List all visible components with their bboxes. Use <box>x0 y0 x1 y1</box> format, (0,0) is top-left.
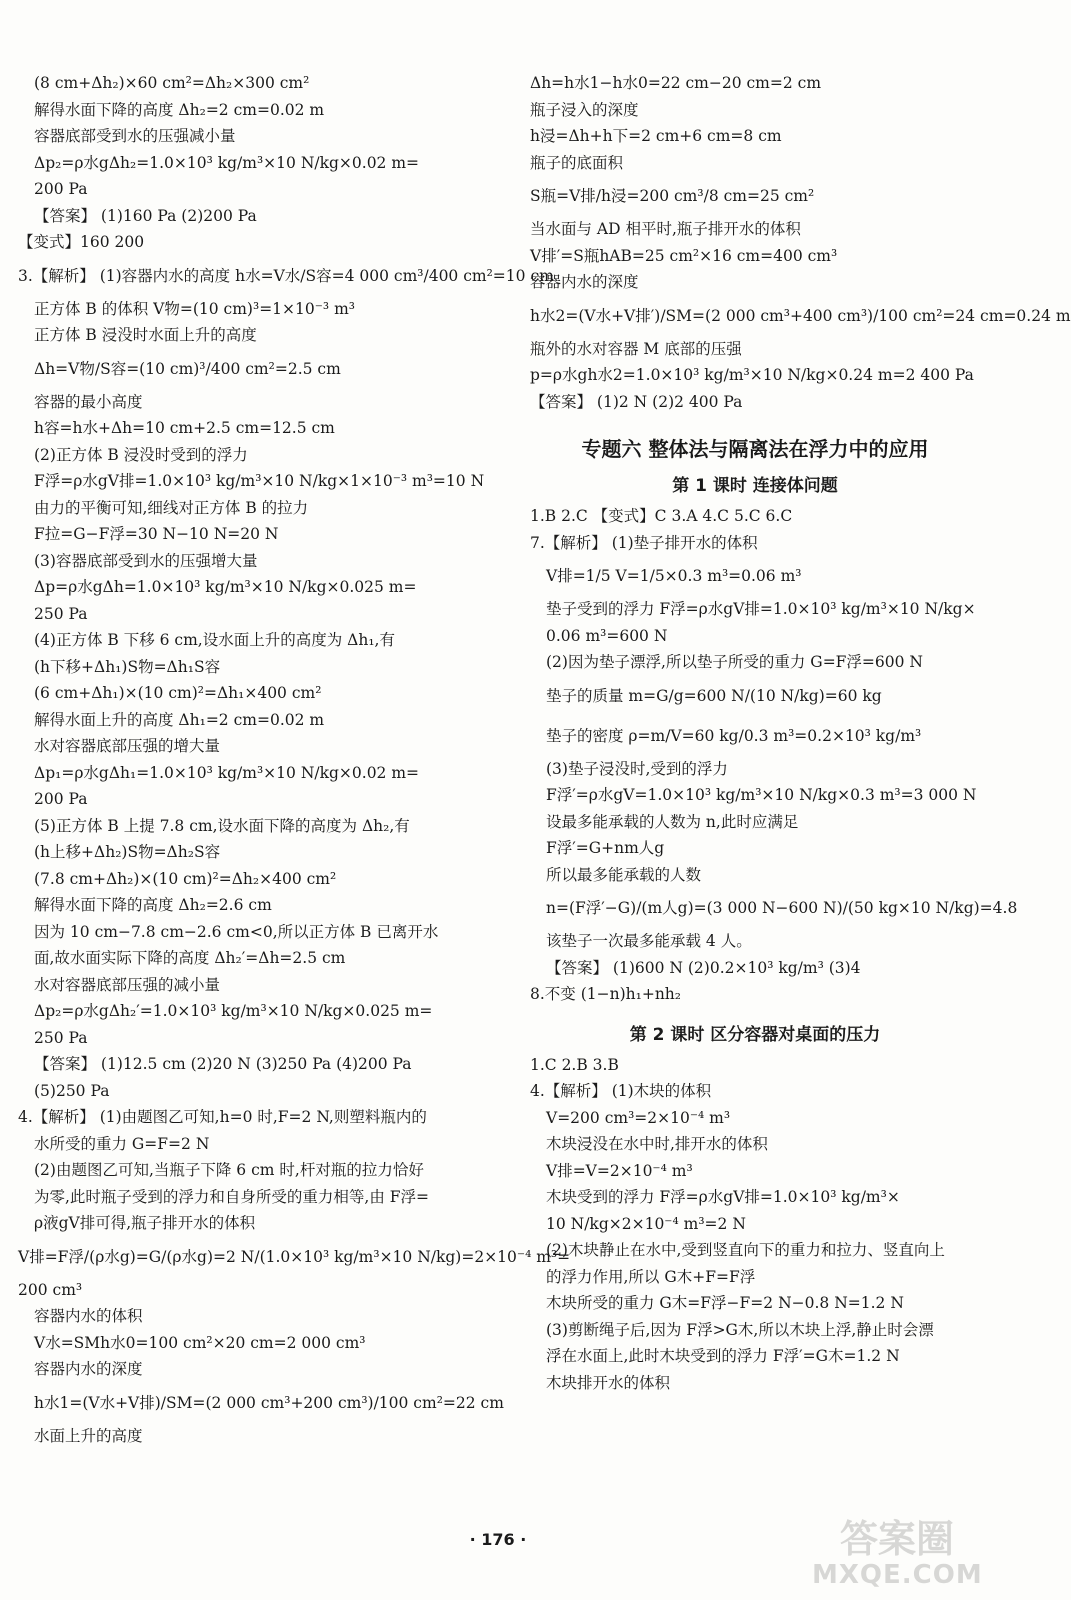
text-line: F拉=G−F浮=30 N−10 N=20 N <box>34 525 279 543</box>
text-line: 1.C 2.B 3.B <box>530 1055 619 1074</box>
text-line: 木块受到的浮力 F浮=ρ水gV排=1.0×10³ kg/m³× <box>546 1188 900 1206</box>
page-number: · 176 · <box>469 1530 527 1549</box>
text-line: 面,故水面实际下降的高度 Δh₂′=Δh=2.5 cm <box>34 949 346 967</box>
text-line: 水对容器底部压强的增大量 <box>34 737 221 755</box>
text-line: 水对容器底部压强的减小量 <box>34 975 221 994</box>
text-line: Δp=ρ水gΔh=1.0×10³ kg/m³×10 N/kg×0.025 m= <box>34 578 417 596</box>
text-line: V排=V=2×10⁻⁴ m³ <box>546 1161 693 1180</box>
text-line: (h下移+Δh₁)S物=Δh₁S容 <box>34 657 221 676</box>
text-line: 水所受的重力 G=F=2 N <box>34 1134 210 1153</box>
text-line: F浮=ρ水gV排=1.0×10³ kg/m³×10 N/kg×1×10⁻³ m³=10 N <box>34 472 485 490</box>
text-line: (7.8 cm+Δh₂)×(10 cm)²=Δh₂×400 cm² <box>34 869 337 888</box>
text-line: F浮′=G+nm人g <box>546 839 665 857</box>
text-line: (h上移+Δh₂)S物=Δh₂S容 <box>34 843 221 861</box>
text-line: (5)正方体 B 上提 7.8 cm,设水面下降的高度为 Δh₂,有 <box>34 816 410 835</box>
text-line: V=200 cm³=2×10⁻⁴ m³ <box>546 1108 731 1127</box>
text-line: 当水面与 AD 相平时,瓶子排开水的体积 <box>530 220 801 238</box>
right-column <box>530 70 1071 1396</box>
text-line: S瓶=V排/h浸=200 cm³/8 cm=25 cm² <box>530 187 815 205</box>
text-line: 所以最多能承载的人数 <box>546 865 702 884</box>
text-line: (2)木块静止在水中,受到竖直向下的重力和拉力、竖直向上 <box>546 1241 945 1259</box>
text-line: 浮在水面上,此时木块受到的浮力 F浮′=G木=1.2 N <box>546 1347 900 1365</box>
text-line: 容器内水的体积 <box>34 1307 143 1325</box>
lesson-1-answers <box>530 503 1018 1008</box>
text-line: 1.B 2.C 【变式】C 3.A 4.C 5.C 6.C <box>530 507 793 525</box>
text-line: 瓶外的水对容器 M 底部的压强 <box>530 339 742 358</box>
text-line: Δp₂=ρ水gΔh₂′=1.0×10³ kg/m³×10 N/kg×0.025 m= <box>34 1002 433 1020</box>
text-line: 为零,此时瓶子受到的浮力和自身所受的重力相等,由 F浮= <box>34 1187 430 1206</box>
text-line: 解得水面下降的高度 Δh₂=2.6 cm <box>34 896 272 914</box>
text-line: 250 Pa <box>34 604 88 623</box>
text-line: 200 Pa <box>34 180 88 198</box>
watermark-url-text: MXQE.COM <box>812 1560 983 1590</box>
text-line: 设最多能承载的人数为 n,此时应满足 <box>546 812 799 831</box>
text-line: 容器的最小高度 <box>34 392 143 411</box>
text-line: F浮′=ρ水gV=1.0×10³ kg/m³×10 N/kg×0.3 m³=3 000 N <box>546 786 977 804</box>
text-line: Δp₂=ρ水gΔh₂=1.0×10³ kg/m³×10 N/kg×0.02 m= <box>34 153 420 172</box>
text-line: 7.【解析】 (1)垫子排开水的体积 <box>530 533 758 552</box>
text-line: h容=h水+Δh=10 cm+2.5 cm=12.5 cm <box>34 419 335 437</box>
watermark-logo <box>812 1508 982 1590</box>
text-line: 解得水面下降的高度 Δh₂=2 cm=0.02 m <box>34 100 325 119</box>
text-line: (4)正方体 B 下移 6 cm,设水面上升的高度为 Δh₁,有 <box>34 631 395 649</box>
text-line: V水=SMh水0=100 cm²×20 cm=2 000 cm³ <box>34 1333 366 1352</box>
text-line: 垫子的质量 m=G/g=600 N/(10 N/kg)=60 kg <box>546 686 882 705</box>
text-line: 正方体 B 的体积 V物=(10 cm)³=1×10⁻³ m³ <box>34 299 355 318</box>
text-line: 250 Pa <box>34 1028 88 1047</box>
text-line: 解得水面上升的高度 Δh₁=2 cm=0.02 m <box>34 710 325 729</box>
text-line: (3)容器底部受到水的压强增大量 <box>34 551 258 570</box>
text-line: 容器内水的深度 <box>530 273 639 291</box>
text-line: 【答案】 (1)12.5 cm (2)20 N (3)250 Pa (4)200 Pa <box>34 1055 412 1073</box>
text-line: 10 N/kg×2×10⁻⁴ m³=2 N <box>546 1214 746 1233</box>
text-line: (6 cm+Δh₁)×(10 cm)²=Δh₁×400 cm² <box>34 684 322 702</box>
text-line: 【变式】160 200 <box>18 233 145 251</box>
text-line: (3)剪断绳子后,因为 F浮>G木,所以木块上浮,静止时会漂 <box>546 1320 934 1339</box>
text-line: 瓶子的底面积 <box>530 153 624 172</box>
text-line: 200 cm³ <box>18 1280 83 1299</box>
text-line: h水2=(V水+V排′)/SM=(2 000 cm³+400 cm³)/100 cm²=24 cm=0.24 m <box>530 306 1071 325</box>
text-line: (3)垫子浸没时,受到的浮力 <box>546 759 728 778</box>
text-line: p=ρ水gh水2=1.0×10³ kg/m³×10 N/kg×0.24 m=2 400 Pa <box>530 366 974 384</box>
watermark-cn-text: 答案圈 <box>839 1517 954 1561</box>
text-line: Δh=V物/S容=(10 cm)³/400 cm²=2.5 cm <box>34 359 341 378</box>
lesson-1-title: 第 1 课时 连接体问题 <box>672 476 838 496</box>
text-line: n=(F浮′−G)/(m人g)=(3 000 N−600 N)/(50 kg×10 N/kg)=4.8 <box>546 899 1018 917</box>
text-line: 8.不变 (1−n)h₁+nh₂ <box>530 985 682 1003</box>
text-line: (5)250 Pa <box>34 1081 110 1100</box>
text-line: 瓶子浸入的深度 <box>530 100 639 119</box>
text-line: 容器内水的深度 <box>34 1360 143 1378</box>
text-line: 木块所受的重力 G木=F浮−F=2 N−0.8 N=1.2 N <box>546 1294 904 1312</box>
text-line: 垫子的密度 ρ=m/V=60 kg/0.3 m³=0.2×10³ kg/m³ <box>546 726 922 745</box>
text-line: 【答案】 (1)160 Pa (2)200 Pa <box>34 206 257 225</box>
text-line: (2)由题图乙可知,当瓶子下降 6 cm 时,杆对瓶的拉力恰好 <box>34 1161 424 1179</box>
text-line: 容器底部受到水的压强减小量 <box>34 127 236 145</box>
text-line: 3.【解析】 (1)容器内水的高度 h水=V水/S容=4 000 cm³/400 cm²=10 cm <box>18 266 554 285</box>
text-line: ρ液gV排可得,瓶子排开水的体积 <box>34 1214 256 1232</box>
solution-continuation <box>530 70 1071 415</box>
text-line: 【答案】 (1)2 N (2)2 400 Pa <box>530 392 743 411</box>
text-line: h浸=Δh+h下=2 cm+6 cm=8 cm <box>530 127 782 145</box>
text-line: 4.【解析】 (1)由题图乙可知,h=0 时,F=2 N,则塑料瓶内的 <box>18 1108 427 1126</box>
lesson-2-title: 第 2 课时 区分容器对桌面的压力 <box>629 1024 881 1045</box>
text-line: 垫子受到的浮力 F浮=ρ水gV排=1.0×10³ kg/m³×10 N/kg× <box>546 600 976 618</box>
text-line: 水面上升的高度 <box>34 1426 143 1445</box>
text-line: 木块浸没在水中时,排开水的体积 <box>546 1135 768 1153</box>
text-line: 0.06 m³=600 N <box>546 626 668 645</box>
left-column <box>18 70 571 1449</box>
text-line: V排=1/5 V=1/5×0.3 m³=0.06 m³ <box>546 567 802 585</box>
text-line: 该垫子一次最多能承载 4 人。 <box>546 932 752 950</box>
section-title: 专题六 整体法与隔离法在浮力中的应用 <box>581 437 929 461</box>
text-line: (2)正方体 B 浸没时受到的浮力 <box>34 445 248 464</box>
text-line: V排′=S瓶hAB=25 cm²×16 cm=400 cm³ <box>530 246 838 265</box>
text-line: h水1=(V水+V排)/SM=(2 000 cm³+200 cm³)/100 cm²=22 cm <box>34 1393 504 1412</box>
text-line: 正方体 B 浸没时水面上升的高度 <box>34 326 257 344</box>
text-line: (8 cm+Δh₂)×60 cm²=Δh₂×300 cm² <box>34 74 310 92</box>
text-line: Δh=h水1−h水0=22 cm−20 cm=2 cm <box>530 74 822 92</box>
text-line: 木块排开水的体积 <box>546 1373 671 1392</box>
text-line: 由力的平衡可知,细线对正方体 B 的拉力 <box>34 498 309 517</box>
text-line: 200 Pa <box>34 790 88 808</box>
lesson-2-answers <box>530 1052 980 1397</box>
text-line: 的浮力作用,所以 G木+F=F浮 <box>546 1267 756 1286</box>
text-line: 4.【解析】 (1)木块的体积 <box>530 1082 712 1100</box>
text-line: Δp₁=ρ水gΔh₁=1.0×10³ kg/m³×10 N/kg×0.02 m= <box>34 763 420 782</box>
text-line: 因为 10 cm−7.8 cm−2.6 cm<0,所以正方体 B 已离开水 <box>34 922 439 941</box>
text-line: V排=F浮/(ρ水g)=G/(ρ水g)=2 N/(1.0×10³ kg/m³×10 N/kg)=2×10⁻⁴ m³= <box>18 1247 571 1266</box>
text-line: (2)因为垫子漂浮,所以垫子所受的重力 G=F浮=600 N <box>546 653 923 671</box>
text-line: 【答案】 (1)600 N (2)0.2×10³ kg/m³ (3)4 <box>546 958 861 977</box>
